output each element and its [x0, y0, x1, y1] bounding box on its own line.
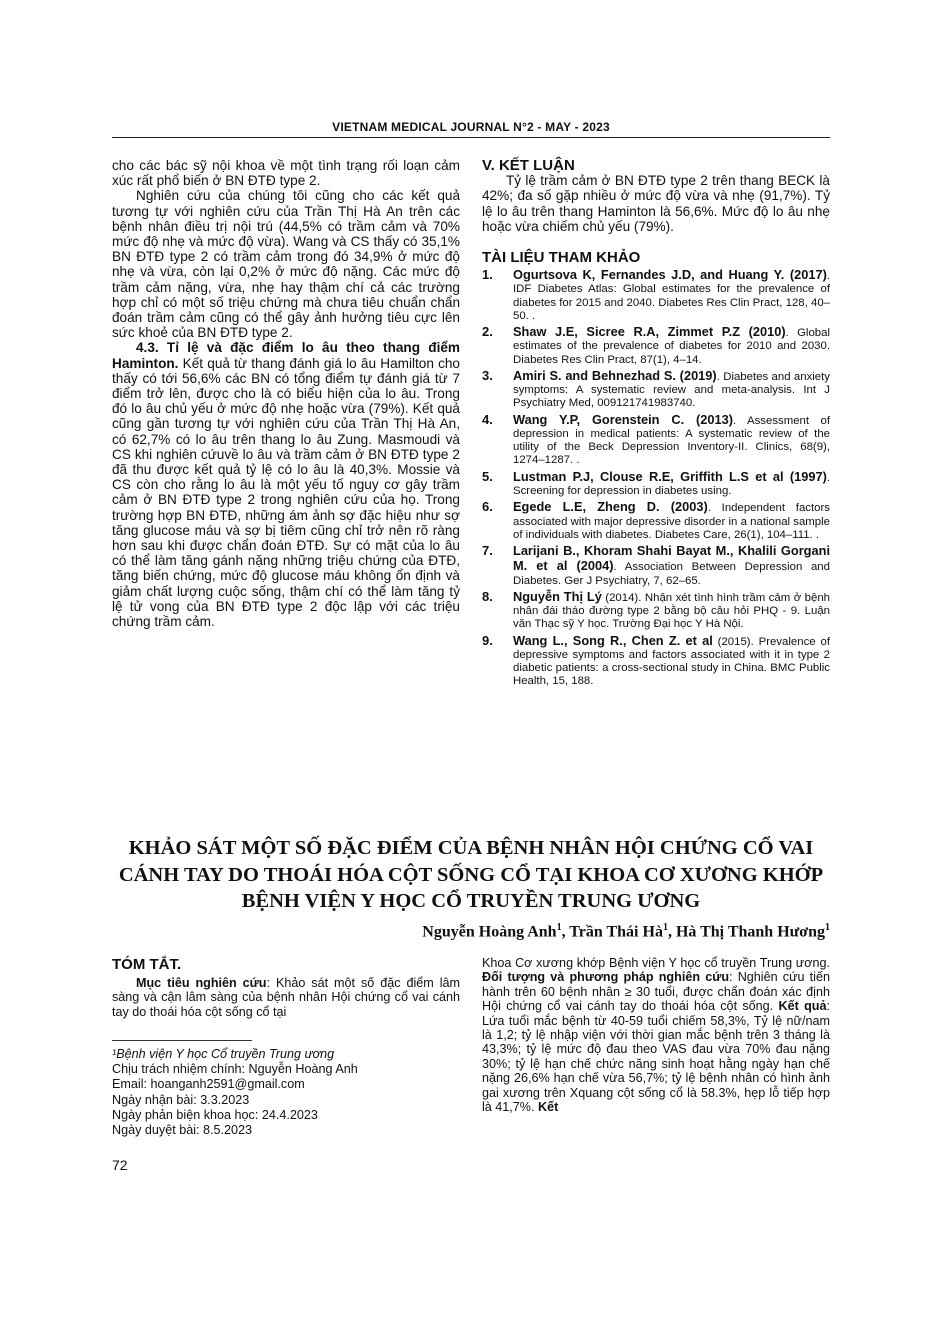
author: Hà Thị Thanh Hương: [675, 923, 825, 941]
reference-item: 5. Lustman P.J, Clouse R.E, Griffith L.S et al (1997). Screening for depression in diabetes using.: [482, 468, 830, 498]
footnote-rule: [112, 1040, 252, 1041]
conclusion-text: Tỷ lệ trầm cảm ở BN ĐTĐ type 2 trên thang BECK là 42%; đa số gặp nhiều ở mức độ vừa và nhẹ (91,7%). Tỷ lệ lo âu trên thang Haminton là 56,6%. Mức độ lo âu nhẹ hoặc vừa chiếm chủ yếu (79%).: [482, 173, 830, 234]
author-list: Nguyễn Hoàng Anh$^1$, Trần Thái $Hà^1$, Hà Thị Thanh Hương$^1$: [422, 922, 830, 941]
abstract-objective: Mục tiêu nghiên cứu: Khảo sát một số đặc điểm lâm sàng và cận lâm sàng của bệnh nhân Hội chứng cổ vai cánh tay do thoái hóa cột sống cổ tại: [112, 976, 460, 1019]
references-heading: TÀI LIỆU THAM KHẢO: [482, 249, 641, 267]
paragraph: 4.3. Tỉ lệ và đặc điểm lo âu theo thang điểm Haminton. Kết quả từ thang đánh giá lo âu Hamilton cho thấy có tới 56,6% các BN có tổng điểm tự đánh giá từ 7 điểm trở lên, được cho là có biểu hiện của lo âu. Trong đó lo âu chủ yếu ở mức độ nhẹ hoặc vừa (79%). Kết quả cũng gần tương tự với nghiên cứu của Trần Thị Hà An, có 62,7% có lo âu trên thang lo âu Zung. Masmoudi và CS khi nghiên cứuvề lo âu và trầm cảm ở BN ĐTĐ type 2 đã thu được kết quả tỷ lệ có lo âu là 40,3%. Mossie và CS còn cho rằng lo âu là một yếu tố nguy cơ gây trầm cảm ở BN ĐTĐ type 2 trong nghiên cứu của họ. Trong trường hợp BN ĐTĐ, những ám ảnh sợ đặc hiệu như sợ tăng glucose máu và sợ bị tiêm cũng chỉ trở nên rõ ràng hơn sau khi được chẩn đoán ĐTĐ. Sự có mặt của lo âu có thể làm tăng gánh nặng những triệu chứng của ĐTĐ, tăng biến chứng, mức độ glucose máu không ổn định và giảm chất lượng cuộc sống, thậm chí có thể làm tăng tỷ lệ tử vong của BN ĐTĐ type 2 độc lập với các triệu chứng trầm cảm.: [112, 340, 460, 630]
paragraph: Nghiên cứu của chúng tôi cũng cho các kết quả tương tự với nghiên cứu của Trần Thị Hà An trên các bệnh nhân điều trị nội trú (44,5% có trầm cảm và 70% mức độ nhẹ và mức độ vừa). Wang và CS thấy có 35,1% BN ĐTĐ type 2 có trầm cảm trong đó 34,9% ở mức độ nhẹ và vừa, còn lại 0,2% ở mức độ nặng. Các mức độ trầm cảm nặng, vừa, nhẹ hay thậm chí cả các trường hợp chỉ có một số triệu chứng mà chưa tiêu chuẩn chẩn đoán trầm cảm cũng có thể gây ảnh hưởng tiêu cực lên sức khoẻ của BN ĐTĐ type 2.: [112, 188, 460, 341]
conclusion-heading: V. KẾT LUẬN: [482, 157, 575, 174]
left-column: [112, 158, 460, 629]
reference-item: 4. Wang Y.P, Gorenstein C. (2013). Assessment of depression in medical patients: A systematic review of the utility of the Beck Depression Inventory-II. Clinics, 68(9), 1274–1287. .: [482, 411, 830, 467]
footnote: ¹Bệnh viện Y học Cổ truyền Trung ương Chịu trách nhiệm chính: Nguyễn Hoàng Anh Email: hoanganh2591@gmail.com Ngày nhận bài: 3.3.2023 Ngày phản biện khoa học: 24.4.2023 Ngày duyệt bài: 8.5.2023: [112, 1047, 358, 1138]
section-heading: 4.3. Tỉ lệ và đặc điểm lo âu theo thang điểm Haminton.: [112, 340, 460, 371]
reference-item: 3. Amiri S. and Behnezhad S. (2019). Diabetes and anxiety symptoms: A systematic review and meta-analysis. Int J Psychiatry Med, 009121741983740.: [482, 368, 831, 410]
reference-item: 7. Larijani B., Khoram Shahi Bayat M., Khalili Gorgani M. et al (2004). Association Between Depression and Diabetes. Ger J Psychiatry, 7, 62–65.: [482, 543, 830, 587]
reference-item: 1. Ogurtsova K, Fernandes J.D, and Huang Y. (2017). IDF Diabetes Atlas: Global estimates for the prevalence of diabetes for 2015 and 2040. Diabetes Res Clin Pract, 128, 40–50. .: [482, 267, 830, 322]
abstract-right: Khoa Cơ xương khớp Bệnh viện Y học cổ truyền Trung ương. Đối tượng và phương pháp nghiên cứu: Nghiên cứu tiến hành trên 60 bệnh nhân ≥ 30 tuổi, được chẩn đoán xác định Hội chứng cổ vai cánh tay do thoái hóa cột sống. Kết quả: Lứa tuổi mắc bệnh từ 40-59 tuổi chiếm 58,3%, Tỷ lệ nữ/nam là 1,2; tỷ lệ nhập viện với thời gian mắc bệnh trên 3 tháng là 43,3%; tỷ lệ mức độ đau theo VAS đau vừa 70% đau nặng 30%; tỷ lệ hạn chế chức năng sinh hoạt hằng ngày hạn chế nặng 26,6% hạn chế vừa 56,7%; tỷ lệ bệnh nhân có hình ảnh gai xương trên Xquang cột sống cổ là 58.3%, hẹp lỗ tiếp hợp là 41,7%. Kết: [482, 956, 830, 1115]
author: Trần Thái Hà: [569, 923, 663, 941]
page-number: 72: [112, 1157, 128, 1173]
reference-item: 8. Nguyễn Thị Lý (2014). Nhận xét tình hình trầm cảm ở bệnh nhân đái tháo đường type 2 bằng bộ câu hỏi PHQ - 9. Luận văn Thạc sỹ Y học. Trường Đại học Y Hà Nội.: [482, 589, 830, 631]
header-rule: [112, 137, 830, 138]
references-list: [482, 268, 830, 688]
abstract-left: [112, 956, 460, 1019]
journal-header: VIETNAM MEDICAL JOURNAL N°2 - MAY - 2023: [332, 120, 610, 134]
reference-item: 2. Shaw J.E, Sicree R.A, Zimmet P.Z (2010). Global estimates of the prevalence of diabetes for 2010 and 2030. Diabetes Res Clin Pract, 87(1), 4–14.: [482, 324, 830, 366]
reference-item: 9. Wang L., Song R., Chen Z. et al (2015). Prevalence of depressive symptoms and factors associated with it in type 2 diabetic patients: a cross-sectional study in China. BMC Public Health, 15, 188.: [482, 632, 830, 688]
author: Nguyễn Hoàng Anh: [422, 923, 557, 941]
paragraph: cho các bác sỹ nội khoa về một tình trạng rối loạn cảm xúc rất phổ biến ở BN ĐTĐ type 2.: [112, 158, 460, 189]
article-title: KHẢO SÁT MỘT SỐ ĐẶC ĐIỂM CỦA BỆNH NHÂN HỘI CHỨNG CỔ VAI CÁNH TAY DO THOÁI HÓA CỘT SỐNG CỔ TẠI KHOA CƠ XƯƠNG KHỚP BỆNH VIỆN Y HỌC CỔ TRUYỀN TRUNG ƯƠNG: [118, 837, 824, 912]
reference-item: 6. Egede L.E, Zheng D. (2003). Independent factors associated with major depressive disorder in a national sample of individuals with diabetes. Diabetes Care, 26(1), 104–111. .: [482, 499, 830, 541]
abstract-heading: TÓM TẮT.: [112, 956, 182, 973]
right-column: [482, 158, 830, 691]
